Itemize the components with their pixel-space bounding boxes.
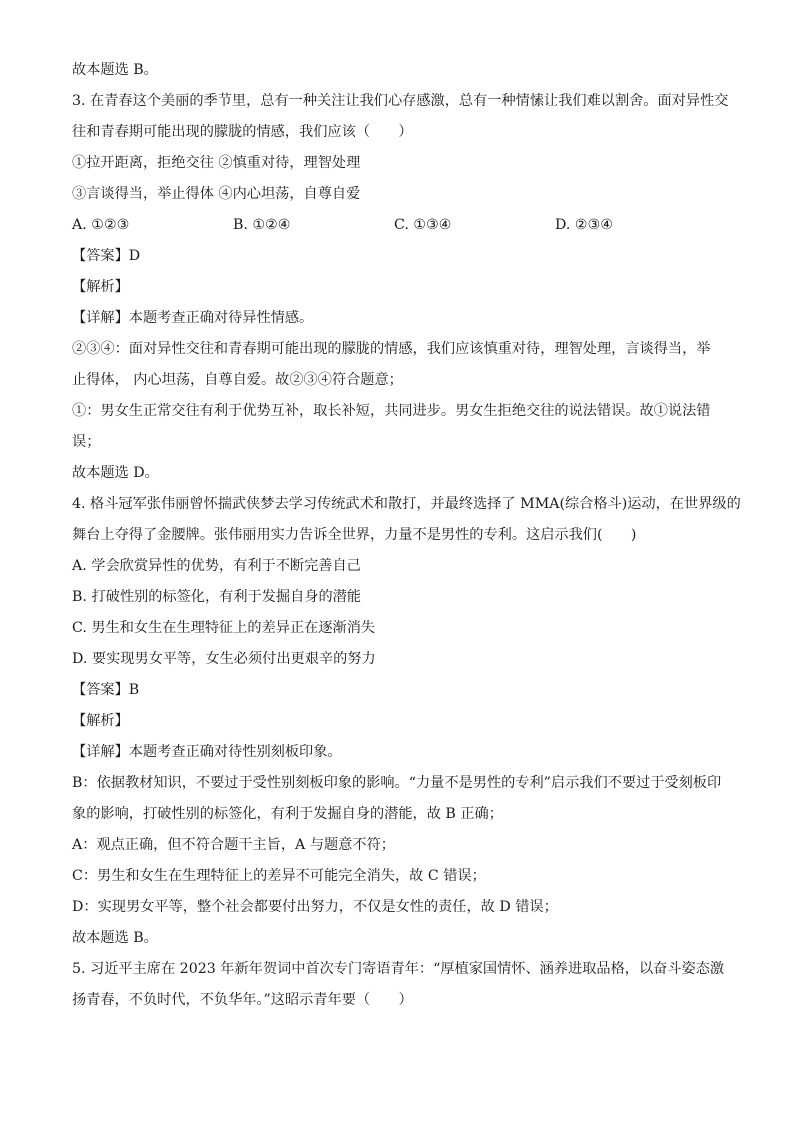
q4-option-b: B. 打破性别的标签化，有利于发掘自身的潜能 bbox=[72, 589, 362, 605]
q3-detail-line-4: 误； bbox=[72, 434, 101, 450]
q3-detail-line-3: ①：男女生正常交往有利于优势互补，取长补短，共同进步。男女生拒绝交往的说法错误。故①说法错 bbox=[72, 403, 711, 419]
q3-option-c: C. ①③④ bbox=[394, 217, 452, 233]
q5-stem-line-2: 扬青春，不负时代，不负华年。”这昭示青年要（ ） bbox=[72, 992, 413, 1008]
q4-option-d: D. 要实现男女平等，女生必须付出更艰辛的努力 bbox=[72, 651, 376, 667]
q4-conclusion: 故本题选 B。 bbox=[72, 930, 158, 946]
q4-detail-b-line-2: 象的影响，打破性别的标签化，有利于发掘自身的潜能，故 B 正确； bbox=[72, 806, 503, 822]
q3-stem-line-1: 3. 在青春这个美丽的季节里，总有一种关注让我们心存感激，总有一种情愫让我们难以割舍。面对异性交 bbox=[72, 93, 729, 109]
q4-stem-line-1: 4. 格斗冠军张伟丽曾怀揣武侠梦去学习传统武术和散打，并最终选择了 MMA(综合格斗)运动，在世界级的 bbox=[72, 496, 741, 512]
q3-stem-line-2: 往和青春期可能出现的朦胧的情感，我们应该（ ） bbox=[72, 124, 413, 140]
q3-detail-line-2: 止得体， 内心坦荡，自尊自爱。故②③④符合题意； bbox=[72, 372, 403, 388]
q3-detail-line-1: ②③④：面对异性交往和青春期可能出现的朦胧的情感，我们应该慎重对待，理智处理，言谈得当，举 bbox=[72, 341, 711, 357]
q3-analysis-heading: 【解析】 bbox=[72, 279, 129, 295]
q4-detail-d: D：实现男女平等，整个社会都要付出努力，不仅是女性的责任，故 D 错误； bbox=[72, 899, 558, 915]
q3-option-d: D. ②③④ bbox=[555, 217, 614, 233]
q4-analysis-heading: 【解析】 bbox=[72, 713, 129, 729]
q3-conclusion: 故本题选 D。 bbox=[72, 465, 159, 481]
q3-option-a: A. ①②③ bbox=[72, 217, 130, 233]
q4-option-c: C. 男生和女生在生理特征上的差异正在逐渐消失 bbox=[72, 620, 376, 636]
q4-detail-a: A：观点正确，但不符合题干主旨，A 与题意不符； bbox=[72, 837, 395, 853]
q5-stem-line-1: 5. 习近平主席在 2023 年新年贺词中首次专门寄语青年：“厚植家国情怀、涵养进取品格，以奋斗姿态激 bbox=[72, 961, 725, 977]
q4-detail-c: C：男生和女生在生理特征上的差异不可能完全消失，故 C 错误； bbox=[72, 868, 486, 884]
q2-conclusion: 故本题选 B。 bbox=[72, 62, 158, 78]
q4-answer: 【答案】B bbox=[72, 682, 140, 698]
q4-detail-b-line-1: B：依据教材知识，不要过于受性别刻板印象的影响。“力量不是男性的专利”启示我们不要过于受刻板印 bbox=[72, 775, 722, 791]
q4-detail-heading: 【详解】本题考查正确对待性别刻板印象。 bbox=[72, 744, 342, 760]
document-content bbox=[72, 60, 741, 1021]
q3-statements-1: ①拉开距离，拒绝交往 ②慎重对待，理智处理 bbox=[72, 155, 361, 171]
q3-options bbox=[72, 215, 724, 235]
q3-answer: 【答案】D bbox=[72, 248, 141, 264]
q3-detail-heading: 【详解】本题考查正确对待异性情感。 bbox=[72, 310, 314, 326]
q3-option-b: B. ①②④ bbox=[233, 217, 291, 233]
q4-stem-line-2: 舞台上夺得了金腰牌。张伟丽用实力告诉全世界，力量不是男性的专利。这启示我们( ) bbox=[72, 527, 637, 543]
q3-statements-2: ③言谈得当，举止得体 ④内心坦荡，自尊自爱 bbox=[72, 186, 361, 202]
q4-option-a: A. 学会欣赏异性的优势，有利于不断完善自己 bbox=[72, 558, 361, 574]
